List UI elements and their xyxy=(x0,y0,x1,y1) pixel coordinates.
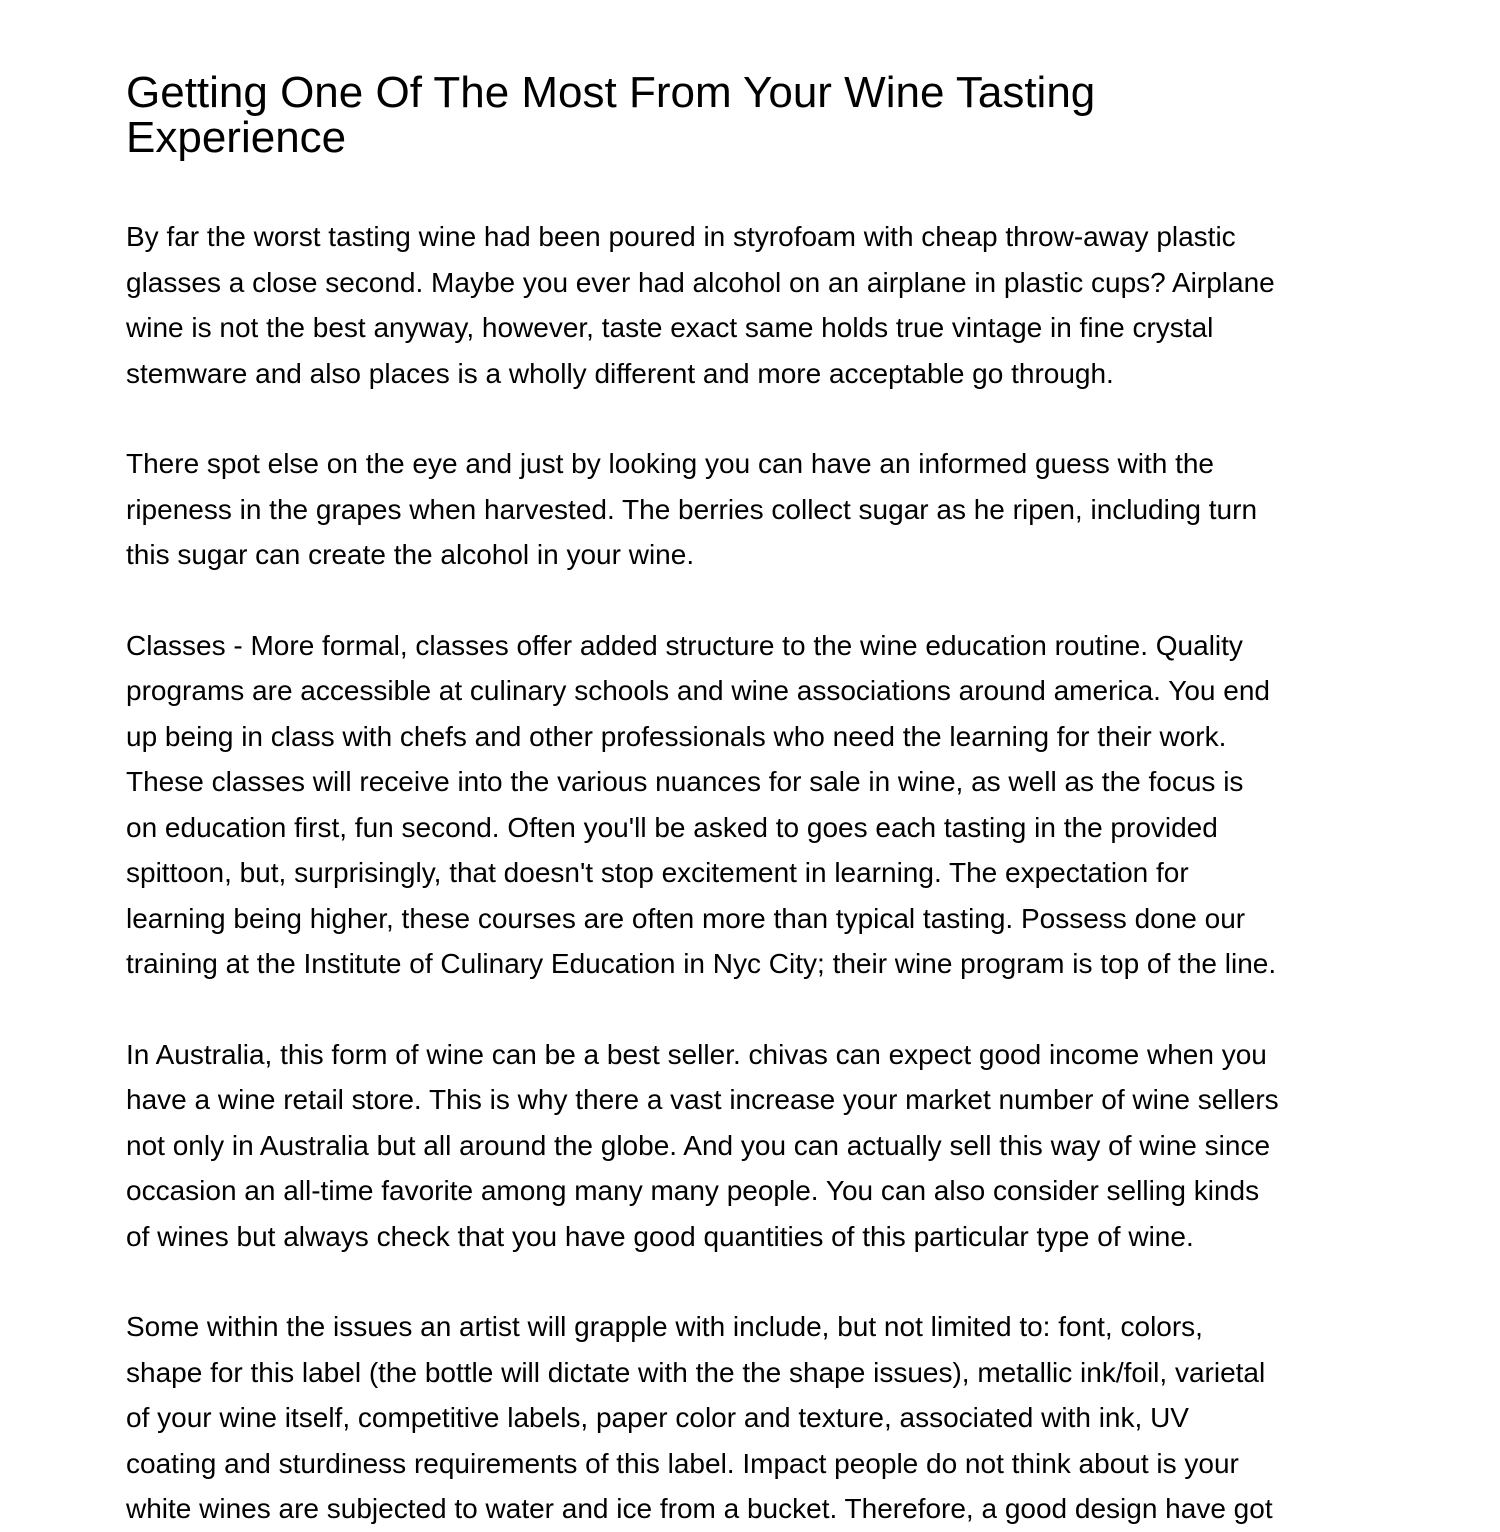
paragraph-4: In Australia, this form of wine can be a best seller. chivas can expect good income when you have a wine retail store. This is why there a vast increase your market number of wine sellers not only in Australia but all around the globe. And you can actually sell this way of wine since occasion an all-time favorite among many many people. You can also consider selling kinds of wines but always check that you have good quantities of this particular type of wine. xyxy=(126,1038,1279,1252)
document-page xyxy=(126,70,1376,1532)
paragraph-1: By far the worst tasting wine had been poured in styrofoam with cheap throw-away plastic glasses a close second. Maybe you ever had alcohol on an airplane in plastic cups? Airplane wine is not the best anyway, however, taste exact same holds true vintage in fine crystal stemware and also places is a wholly different and more acceptable go through. xyxy=(126,221,1275,389)
document-title: Getting One Of The Most From Your Wine Tasting Experience xyxy=(126,68,1096,162)
paragraph-3: Classes - More formal, classes offer added structure to the wine education routine. Quality programs are accessible at culinary schools and wine associations around america. You end up being in class with chefs and other professionals who need the learning for their work. These classes will receive into the various nuances for sale in wine, as well as the focus is on education first, fun second. Often you'll be asked to goes each tasting in the provided spittoon, but, surprisingly, that doesn't stop excitement in learning. The expectation for learning being higher, these courses are often more than typical tasting. Possess done our training at the Institute of Culinary Education in Nyc City; their wine program is top of the line. xyxy=(126,629,1277,979)
paragraph-5: Some within the issues an artist will grapple with include, but not limited to: font, colors, shape for this label (the bottle will dictate with the the shape issues), metallic ink/foil, varietal of your wine itself, competitive labels, paper color and texture, associated with ink, UV coating and sturdiness requirements of this label. Impact people do not think about is your white wines are subjected to water and ice from a bucket. Therefore, a good design have got xyxy=(126,1311,1273,1524)
paragraph-2: There spot else on the eye and just by looking you can have an informed guess with the ripeness in the grapes when harvested. The berries collect sugar as he ripen, including turn this sugar can create the alcohol in your wine. xyxy=(126,448,1258,570)
